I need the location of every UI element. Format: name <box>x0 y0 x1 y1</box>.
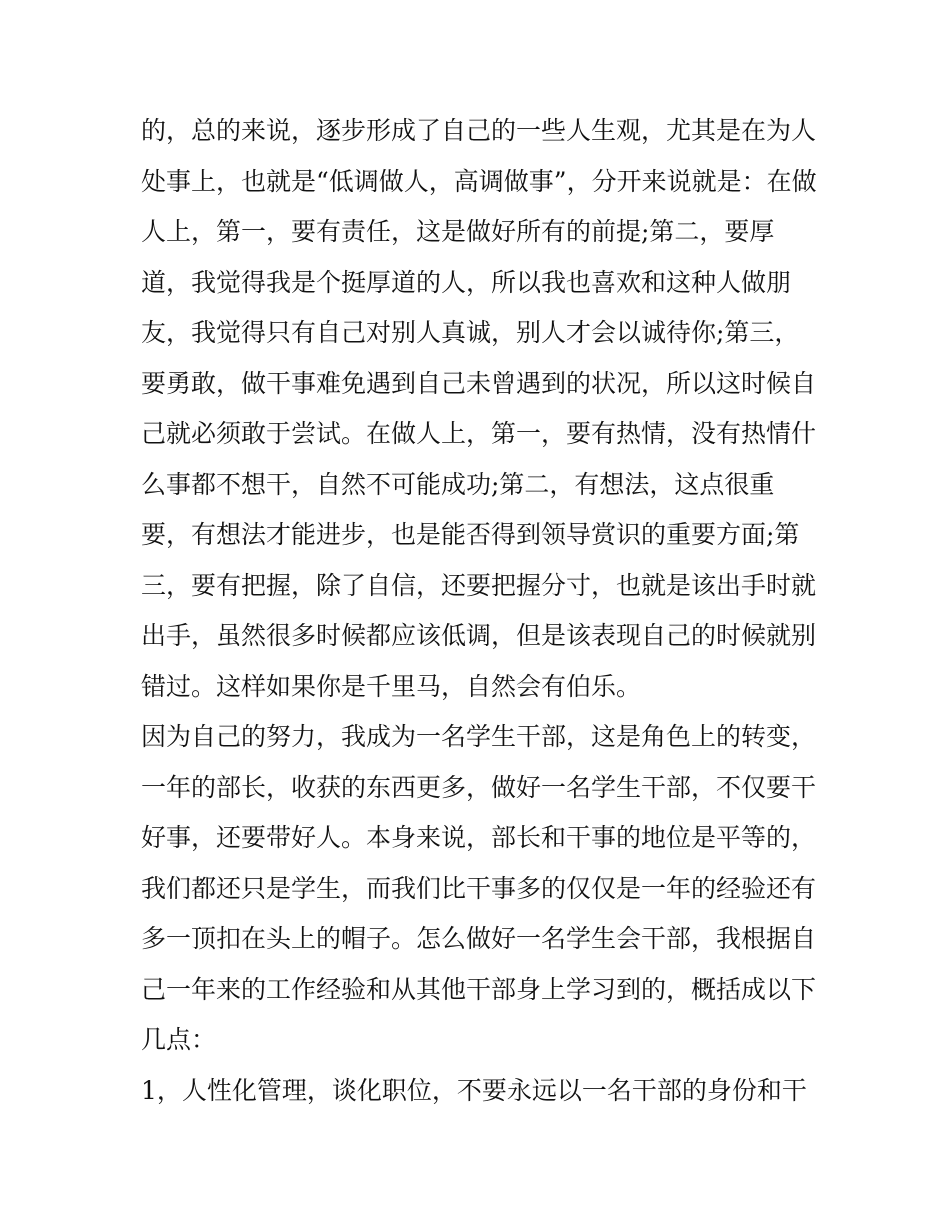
text-line: 道，我觉得我是个挺厚道的人，所以我也喜欢和这种人做朋 <box>141 267 792 297</box>
text-line: 1，人性化管理，谈化职位，不要永远以一名干部的身份和干 <box>141 1075 807 1105</box>
text-line: 出手，虽然很多时候都应该低调，但是该表现自己的时候就别 <box>141 621 817 650</box>
text-line: 三，要有把握，除了自信，还要把握分寸，也就是该出手时就 <box>141 570 817 600</box>
text-line: 错过。这样如果你是千里马，自然会有伯乐。 <box>141 671 642 701</box>
text-line: 己一年来的工作经验和从其他干部身上学习到的，概括成以下 <box>141 974 817 1004</box>
text-line: 的，总的来说，逐步形成了自己的一些人生观，尤其是在为人 <box>141 116 817 145</box>
text-line: 几点： <box>141 1025 217 1054</box>
text-line: 因为自己的努力，我成为一名学生干部，这是角色上的转变， <box>141 722 817 751</box>
text-line: 好事，还要带好人。本身来说，部长和干事的地位是平等的， <box>141 823 817 852</box>
text-line: 友，我觉得只有自己对别人真诚，别人才会以诚待你;第三， <box>141 318 800 347</box>
text-line: 己就必须敢于尝试。在做人上，第一，要有热情，没有热情什 <box>141 419 817 448</box>
text-line: 处事上，也就是“低调做人，高调做事”，分开来说就是：在做 <box>141 166 817 196</box>
text-line: 要，有想法才能进步，也是能否得到领导赏识的重要方面;第 <box>141 520 800 549</box>
text-line: 要勇敢，做干事难免遇到自己未曾遇到的状况，所以这时候自 <box>141 368 817 398</box>
text-line: 多一顶扣在头上的帽子。怎么做好一名学生会干部，我根据自 <box>141 924 817 953</box>
text-line: 人上，第一，要有责任，这是做好所有的前提;第二，要厚 <box>141 217 775 246</box>
text-line: 我们都还只是学生，而我们比干事多的仅仅是一年的经验还有 <box>141 873 817 903</box>
text-line: 么事都不想干，自然不可能成功;第二，有想法，这点很重 <box>141 469 775 499</box>
text-line: 一年的部长，收获的东西更多，做好一名学生干部，不仅要干 <box>141 772 817 802</box>
body-text <box>141 106 821 1116</box>
